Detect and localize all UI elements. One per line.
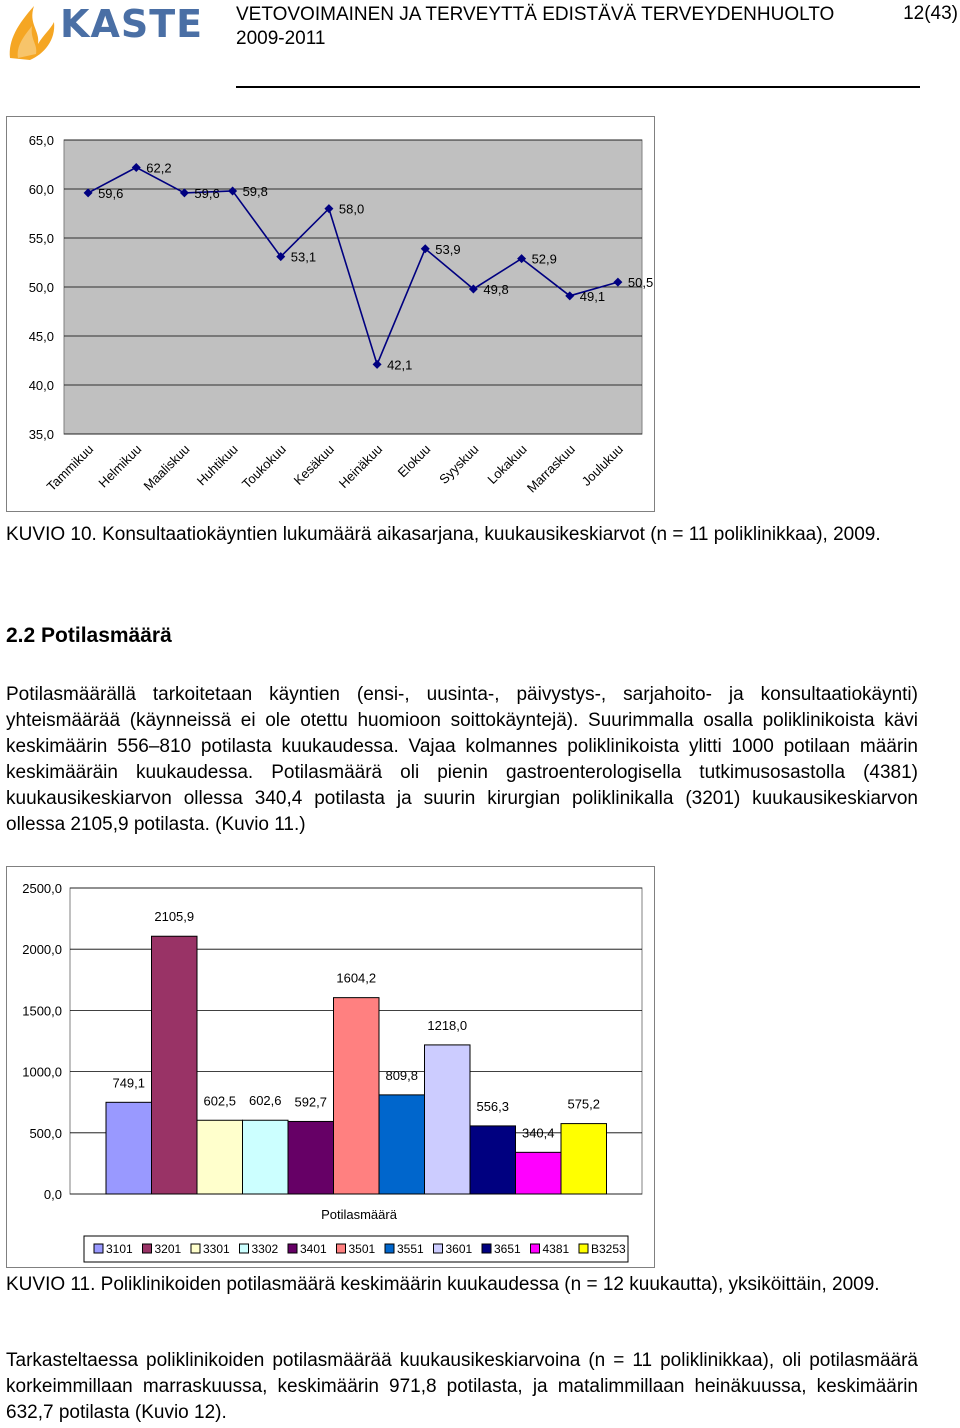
y-tick-label: 45,0 xyxy=(28,329,54,344)
figure-caption-10: KUVIO 10. Konsultaatiokäyntien lukumäärä aikasarjana, kuukausikeskiarvot (n = 11 poliklinikkaa), 2009. xyxy=(6,524,881,545)
data-label: 50,5 xyxy=(627,275,654,291)
legend-swatch xyxy=(143,1244,152,1253)
legend-swatch xyxy=(191,1244,200,1253)
y-tick-label: 1500,0 xyxy=(22,1003,62,1019)
bar-label: 556,3 xyxy=(476,1098,510,1114)
bar-label: 592,7 xyxy=(294,1094,328,1110)
data-label: 53,1 xyxy=(290,249,317,265)
x-axis-label: Potilasmäärä xyxy=(321,1207,397,1222)
legend-label: 3601 xyxy=(445,1242,473,1256)
data-label: 53,9 xyxy=(435,241,461,257)
legend-swatch xyxy=(531,1244,540,1253)
data-label: 59,8 xyxy=(242,183,268,199)
y-tick-label: 55,0 xyxy=(28,231,54,246)
data-label: 52,9 xyxy=(531,251,557,267)
bar-3551 xyxy=(379,1095,425,1194)
y-tick-label: 50,0 xyxy=(28,280,54,295)
y-tick-label: 2000,0 xyxy=(22,942,62,958)
document-title xyxy=(236,3,834,51)
y-tick-label: 500,0 xyxy=(29,1125,62,1141)
y-tick-label: 1000,0 xyxy=(22,1064,62,1080)
y-tick-label: 35,0 xyxy=(28,427,54,442)
bar-label: 749,1 xyxy=(112,1075,146,1091)
legend-swatch xyxy=(288,1244,297,1253)
logo-flame-icon xyxy=(10,6,54,60)
y-tick-label: 0,0 xyxy=(43,1187,62,1202)
paragraph-monthly-average: Tarkasteltaessa poliklinikoiden potilasmäärää kuukausikeskiarvoina (n = 11 poliklinikkaa), oli potilasmäärä korkeimmillaan marraskuussa, keskimäärin 971,8 potilasta, ja matalimmillaan heinäkuussa, keskimäärin 632,7 potilasta (Kuvio 12). xyxy=(6,1350,918,1423)
y-tick-label: 65,0 xyxy=(28,133,54,148)
x-tick-label: Tammikuu xyxy=(43,441,97,495)
x-tick-label: Marraskuu xyxy=(523,441,578,496)
x-tick-label: Helmikuu xyxy=(95,441,145,491)
data-label: 59,6 xyxy=(194,185,220,201)
legend-label: 3401 xyxy=(300,1242,327,1256)
bar-3501 xyxy=(334,998,380,1194)
data-label: 58,0 xyxy=(338,201,365,217)
bar-3201 xyxy=(152,936,198,1194)
line-chart-consultations xyxy=(6,116,656,512)
section-title: 2.2 Potilasmäärä xyxy=(6,624,172,647)
data-label: 42,1 xyxy=(387,357,413,373)
bar-B3253 xyxy=(561,1124,607,1194)
logo-text: KASTE xyxy=(60,2,204,46)
bar-3301 xyxy=(197,1120,243,1194)
bar-label: 602,6 xyxy=(248,1093,282,1109)
x-tick-label: Elokuu xyxy=(394,441,434,481)
page-number: 12(43) xyxy=(903,3,958,24)
data-label: 62,2 xyxy=(146,160,172,176)
bar-3651 xyxy=(470,1126,516,1194)
x-tick-label: Heinäkuu xyxy=(335,441,386,491)
bar-4381 xyxy=(516,1152,562,1194)
header-rule xyxy=(236,86,920,88)
bar-label: 602,5 xyxy=(203,1093,237,1109)
bar-label: 809,8 xyxy=(385,1067,419,1083)
legend xyxy=(84,1236,628,1262)
bar-label: 340,4 xyxy=(521,1125,555,1141)
bar-3601 xyxy=(425,1045,471,1194)
bar-chart-patient-count xyxy=(6,866,656,1268)
legend-label: 3101 xyxy=(106,1242,133,1256)
legend-swatch xyxy=(94,1244,103,1253)
x-tick-label: Syyskuu xyxy=(436,441,482,487)
bar-3101 xyxy=(106,1102,152,1194)
legend-label: 3501 xyxy=(348,1242,376,1256)
legend-swatch xyxy=(434,1244,443,1253)
legend-label: 4381 xyxy=(542,1242,570,1256)
legend-swatch xyxy=(385,1244,394,1253)
x-tick-label: Huhtikuu xyxy=(193,441,241,489)
bar-label: 2105,9 xyxy=(154,909,195,925)
bar-label: 575,2 xyxy=(567,1096,601,1112)
y-tick-label: 60,0 xyxy=(28,182,54,197)
x-tick-label: Joulukuu xyxy=(578,441,627,489)
x-tick-label: Kesäkuu xyxy=(290,441,338,488)
legend-label: 3301 xyxy=(203,1242,230,1256)
data-label: 49,8 xyxy=(483,281,509,297)
paragraph-patient-count: Potilasmäärällä tarkoitetaan käyntien (ensi-, uusinta-, päivystys-, sarjahoito- ja konsultaatiokäynti) yhteismäärää (käynneissä ei ole otettu huomioon soittokäyntejä). Suurimmalla osalla poliklinikoista kävi keskimäärin 556–810 potilasta kuukaudessa. Vajaa kolmannes poliklinikoista ylitti 1000 potilaan määrin keskimääräin kuukaudessa. Potilasmäärä oli pienin gastroenterologisella tutkimusosastolla (4381) kuukausikeskiarvon ollessa 340,4 potilasta ja suurin kirurgian poliklinikalla (3201) kuukausikeskiarvon ollessa 2105,9 potilasta. (Kuvio 11.) xyxy=(6,684,918,835)
bar-3401 xyxy=(288,1121,334,1194)
page-header xyxy=(0,0,960,90)
bar-label: 1604,2 xyxy=(336,970,377,986)
bar-3302 xyxy=(243,1120,289,1194)
data-label: 49,1 xyxy=(579,288,606,304)
legend-label: 3302 xyxy=(251,1242,279,1256)
legend-label: 3651 xyxy=(494,1242,521,1256)
y-tick-label: 2500,0 xyxy=(22,881,62,896)
x-tick-label: Lokakuu xyxy=(484,441,530,487)
document-title-line2: 2009-2011 xyxy=(236,28,326,49)
x-tick-label: Toukokuu xyxy=(238,441,289,492)
legend-swatch xyxy=(482,1244,491,1253)
x-tick-label: Maaliskuu xyxy=(140,441,193,494)
legend-swatch xyxy=(337,1244,346,1253)
legend-label: 3201 xyxy=(154,1242,182,1256)
legend-swatch xyxy=(240,1244,249,1253)
legend-label: 3551 xyxy=(397,1242,424,1256)
document-title-line1: VETOVOIMAINEN JA TERVEYTTÄ EDISTÄVÄ TERVEYDENHUOLTO xyxy=(236,4,835,25)
y-tick-label: 40,0 xyxy=(28,378,54,393)
figure-caption-11: KUVIO 11. Poliklinikoiden potilasmäärä keskimäärin kuukaudessa (n = 12 kuukautta), yksiköittäin, 2009. xyxy=(6,1274,880,1295)
legend-label: B3253 xyxy=(591,1242,626,1256)
data-label: 59,6 xyxy=(98,185,124,201)
legend-swatch xyxy=(579,1244,588,1253)
bar-label: 1218,0 xyxy=(427,1017,468,1033)
